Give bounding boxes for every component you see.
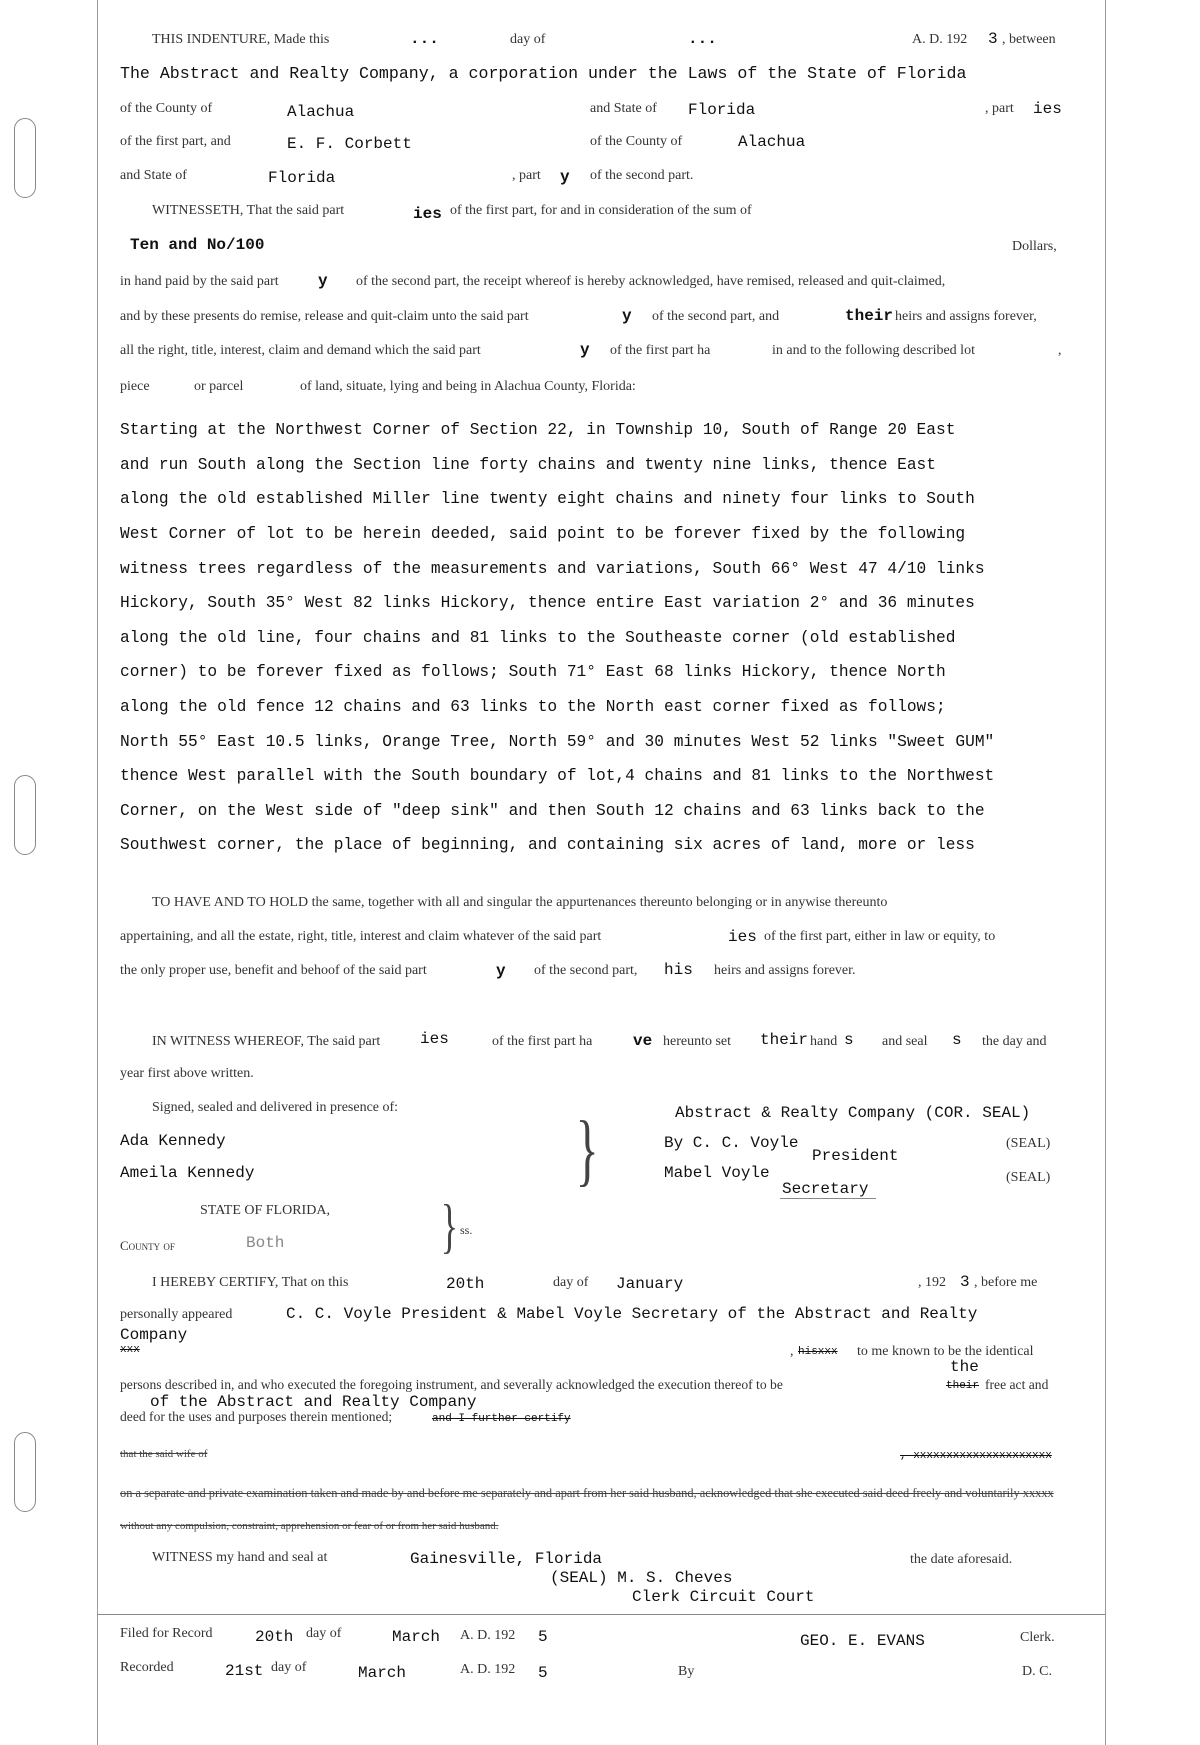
body-line-3d: , bbox=[1058, 343, 1062, 358]
their-struck: their bbox=[946, 1380, 980, 1392]
persons-appeared: C. C. Voyle President & Mabel Voyle Secretary of the Abstract and Realty bbox=[286, 1305, 978, 1323]
signature-brace: } bbox=[575, 1106, 599, 1194]
body-line-4c: of land, situate, lying and being in Alachua County, Florida: bbox=[300, 379, 636, 394]
legal-description bbox=[120, 405, 1080, 872]
right-margin-line bbox=[1105, 0, 1106, 1745]
xxx-struck: xxx bbox=[120, 1344, 140, 1356]
body-line-3c: in and to the following described lot bbox=[772, 343, 975, 358]
witness-whereof-d: ve bbox=[633, 1032, 653, 1050]
county-value-2: Alachua bbox=[738, 133, 806, 151]
witness-whereof-h: s bbox=[844, 1031, 854, 1049]
certify-day-of: day of bbox=[553, 1275, 589, 1290]
known-prefix: , bbox=[790, 1344, 794, 1359]
body-line-1-suffix: y bbox=[318, 272, 328, 290]
left-margin-line bbox=[97, 0, 98, 1745]
recorded-day: 21st bbox=[225, 1662, 264, 1680]
witness-whereof-k: the day and bbox=[982, 1034, 1047, 1049]
struck-line-1b: , xxxxxxxxxxxxxxxxxxxxx bbox=[900, 1450, 1052, 1462]
body-line-2b: of the second part, and bbox=[652, 309, 780, 324]
filed-day-of: day of bbox=[306, 1626, 342, 1641]
seal-1: (SEAL) bbox=[1006, 1136, 1051, 1151]
signed-presence-label: Signed, sealed and delivered in presence of: bbox=[152, 1100, 399, 1115]
part-suffix-1: ies bbox=[1033, 100, 1062, 118]
body-line-4b: or parcel bbox=[194, 379, 244, 394]
signer-2: Mabel Voyle bbox=[664, 1164, 770, 1182]
description-line: witness trees regardless of the measurements and variations, South 66° West 47 4/10 links bbox=[120, 559, 985, 578]
witness-signature-2: Ameila Kennedy bbox=[120, 1164, 255, 1182]
description-line: Southwest corner, the place of beginning, and containing six acres of land, more or less bbox=[120, 836, 975, 855]
between-label: , between bbox=[1002, 32, 1056, 47]
seal-2: (SEAL) bbox=[1006, 1170, 1051, 1185]
habendum-line-3-suffix: y bbox=[496, 962, 506, 980]
witness-hand-label: WITNESS my hand and seal at bbox=[152, 1550, 328, 1565]
recorded-ad: A. D. 192 bbox=[460, 1662, 516, 1677]
county-of-label: County of bbox=[120, 1238, 175, 1253]
description-line: Hickory, South 35° West 82 links Hickory, thence entire East variation 2° and 36 minutes bbox=[120, 594, 975, 613]
certify-day: 20th bbox=[446, 1275, 485, 1293]
witness-whereof-f: their bbox=[760, 1031, 809, 1049]
company-signature: Abstract & Realty Company (COR. SEAL) bbox=[675, 1104, 1031, 1122]
state-value-2: Florida bbox=[268, 169, 336, 187]
state-value-1: Florida bbox=[688, 101, 756, 119]
signer-1-title: President bbox=[812, 1147, 899, 1165]
county-value-1: Alachua bbox=[287, 103, 355, 121]
first-part-label: of the first part, and bbox=[120, 134, 231, 149]
habendum-line-2b: of the first part, either in law or equity, to bbox=[764, 929, 996, 944]
clerk-seal-signature: (SEAL) M. S. Cheves bbox=[550, 1569, 733, 1587]
body-line-2a: and by these presents do remise, release and quit-claim unto the said part bbox=[120, 309, 529, 324]
struck-line-2: on a separate and private examination taken and made by and before me separately and apart from her said husband, acknowledged that she executed said deed freely and voluntarily xxxxx bbox=[120, 1486, 1054, 1500]
part-label-2: , part bbox=[512, 168, 541, 183]
binding-hole-top bbox=[14, 118, 36, 198]
struck-line-1a: that the said wife of bbox=[120, 1448, 208, 1460]
description-line: along the old fence 12 chains and 63 links to the North east corner fixed as follows; bbox=[120, 698, 946, 717]
binding-hole-middle bbox=[14, 775, 36, 855]
ad-year-label: A. D. 192 bbox=[912, 32, 968, 47]
filed-year: 5 bbox=[538, 1628, 548, 1646]
description-line: thence West parallel with the South boundary of lot,4 chains and 81 links to the Northwest bbox=[120, 767, 995, 786]
indenture-dots-2: ... bbox=[688, 30, 717, 48]
ad-year-digit: 3 bbox=[988, 30, 998, 48]
witness-signature-1: Ada Kennedy bbox=[120, 1132, 226, 1150]
grantor-line: The Abstract and Realty Company, a corporation under the Laws of the State of Florida bbox=[120, 64, 967, 83]
certify-text: I HEREBY CERTIFY, That on this bbox=[152, 1275, 349, 1290]
habendum-line-2a: appertaining, and all the estate, right, title, interest and claim whatever of the said part bbox=[120, 929, 602, 944]
before-me: , before me bbox=[974, 1275, 1038, 1290]
the-word: the bbox=[950, 1358, 979, 1376]
witness-whereof-a: IN WITNESS WHEREOF, The said part bbox=[152, 1034, 381, 1049]
described-text: persons described in, and who executed the foregoing instrument, and severally acknowledged the execution thereof to be bbox=[120, 1377, 783, 1392]
indenture-label: THIS INDENTURE, Made this bbox=[152, 32, 330, 47]
body-line-4a: piece bbox=[120, 379, 150, 394]
part-label-1: , part bbox=[985, 101, 1014, 116]
deed-purposes: deed for the uses and purposes therein mentioned; bbox=[120, 1409, 393, 1424]
habendum-line-3-his: his bbox=[664, 961, 693, 979]
description-line: and run South along the Section line forty chains and twenty nine links, thence East bbox=[120, 455, 936, 474]
witness-whereof-g: hand bbox=[810, 1034, 838, 1049]
habendum-line-3a: the only proper use, benefit and behoof of the said part bbox=[120, 963, 427, 978]
day-of-label: day of bbox=[510, 32, 546, 47]
certify-month: January bbox=[616, 1275, 684, 1293]
of-company: of the Abstract and Realty Company bbox=[150, 1393, 477, 1411]
signer-2-underline bbox=[780, 1198, 876, 1199]
signer-2-title: Secretary bbox=[782, 1180, 869, 1198]
grantee-name: E. F. Corbett bbox=[287, 135, 412, 153]
footer-divider bbox=[98, 1614, 1105, 1615]
body-line-2d: heirs and assigns forever, bbox=[895, 309, 1037, 324]
recorded-label: Recorded bbox=[120, 1660, 174, 1675]
clerk-label: Clerk. bbox=[1020, 1630, 1055, 1645]
description-line: North 55° East 10.5 links, Orange Tree, North 59° and 30 minutes West 52 links "Sweet GUM" bbox=[120, 732, 995, 751]
description-line: Corner, on the West side of "deep sink" and then South 12 chains and 63 links back to the bbox=[120, 801, 985, 820]
description-line: West Corner of lot to be herein deeded, said point to be forever fixed by the following bbox=[120, 525, 966, 544]
state-of-florida: STATE OF FLORIDA, bbox=[200, 1203, 330, 1218]
filed-month: March bbox=[392, 1628, 441, 1646]
recorded-day-of: day of bbox=[271, 1660, 307, 1675]
habendum-line-3d: heirs and assigns forever. bbox=[714, 963, 856, 978]
filed-label: Filed for Record bbox=[120, 1626, 213, 1641]
binding-hole-bottom bbox=[14, 1432, 36, 1512]
habendum-line-2-suffix: ies bbox=[728, 928, 757, 946]
witness-whereof-line-2: year first above written. bbox=[120, 1066, 254, 1081]
certify-year-prefix: , 192 bbox=[918, 1275, 946, 1290]
description-line: Starting at the Northwest Corner of Section 22, in Township 10, South of Range 20 East bbox=[120, 421, 956, 440]
county-of-value: Both bbox=[246, 1234, 285, 1252]
body-line-2-suffix: y bbox=[622, 307, 632, 325]
witnesseth-text-1: WITNESSETH, That the said part bbox=[152, 203, 345, 218]
witness-whereof-j: s bbox=[952, 1031, 962, 1049]
witnesseth-suffix: ies bbox=[413, 205, 442, 223]
body-line-2-their: their bbox=[845, 307, 894, 325]
state-label-1: and State of bbox=[590, 101, 657, 116]
witness-whereof-i: and seal bbox=[882, 1034, 928, 1049]
habendum-line-1: TO HAVE AND TO HOLD the same, together with all and singular the appurtenances thereunto belonging or in anywise thereunto bbox=[152, 895, 888, 910]
ss-label: ss. bbox=[460, 1223, 473, 1237]
free-act: free act and bbox=[985, 1377, 1049, 1392]
description-line: along the old line, four chains and 81 links to the Southeaste corner (old established bbox=[120, 628, 956, 647]
venue-brace: } bbox=[440, 1193, 459, 1259]
clerk-name: GEO. E. EVANS bbox=[800, 1632, 925, 1650]
recorded-year: 5 bbox=[538, 1664, 548, 1682]
second-part-label: of the second part. bbox=[590, 168, 694, 183]
clerk-title: Clerk Circuit Court bbox=[632, 1588, 815, 1606]
witness-whereof-e: hereunto set bbox=[663, 1034, 732, 1049]
date-aforesaid: the date aforesaid. bbox=[910, 1552, 1013, 1567]
dollars-label: Dollars, bbox=[1012, 239, 1057, 254]
struck-line-3: without any compulsion, constraint, apprehension or fear of or from her said husband. bbox=[120, 1520, 499, 1532]
indenture-dots-1: ... bbox=[410, 30, 439, 48]
witness-whereof-c: of the first part ha bbox=[492, 1034, 593, 1049]
by-label: By bbox=[678, 1664, 695, 1679]
body-line-3-suffix: y bbox=[580, 341, 590, 359]
deputy-clerk-label: D. C. bbox=[1022, 1664, 1052, 1679]
consideration-amount: Ten and No/100 bbox=[130, 236, 265, 254]
description-line: along the old established Miller line twenty eight chains and ninety four links to South bbox=[120, 490, 975, 509]
body-line-1b: of the second part, the receipt whereof is hereby acknowledged, have remised, released and quit-claimed, bbox=[356, 274, 946, 289]
recorded-month: March bbox=[358, 1664, 407, 1682]
state-label-2: and State of bbox=[120, 168, 187, 183]
known-text: to me known to be the identical bbox=[857, 1344, 1034, 1359]
body-line-3b: of the first part ha bbox=[610, 343, 711, 358]
personally-appeared: personally appeared bbox=[120, 1307, 233, 1322]
filed-ad: A. D. 192 bbox=[460, 1628, 516, 1643]
body-line-1a: in hand paid by the said part bbox=[120, 274, 279, 289]
county-label-2: of the County of bbox=[590, 134, 683, 149]
body-line-3a: all the right, title, interest, claim and demand which the said part bbox=[120, 343, 481, 358]
deed-struck: and I further certify bbox=[432, 1413, 571, 1425]
county-label-1: of the County of bbox=[120, 101, 213, 116]
witness-place: Gainesville, Florida bbox=[410, 1550, 603, 1568]
filed-day: 20th bbox=[255, 1628, 294, 1646]
witnesseth-text-2: of the first part, for and in consideration of the sum of bbox=[450, 203, 752, 218]
description-line: corner) to be forever fixed as follows; South 71° East 68 links Hickory, thence North bbox=[120, 663, 946, 682]
known-struck: hisxxx bbox=[798, 1346, 838, 1358]
witness-whereof-b: ies bbox=[420, 1030, 449, 1048]
company-word: Company bbox=[120, 1326, 188, 1344]
certify-year-digit: 3 bbox=[960, 1273, 970, 1291]
part-suffix-2: y bbox=[560, 168, 570, 186]
habendum-line-3b: of the second part, bbox=[534, 963, 638, 978]
signer-1: By C. C. Voyle bbox=[664, 1134, 799, 1152]
